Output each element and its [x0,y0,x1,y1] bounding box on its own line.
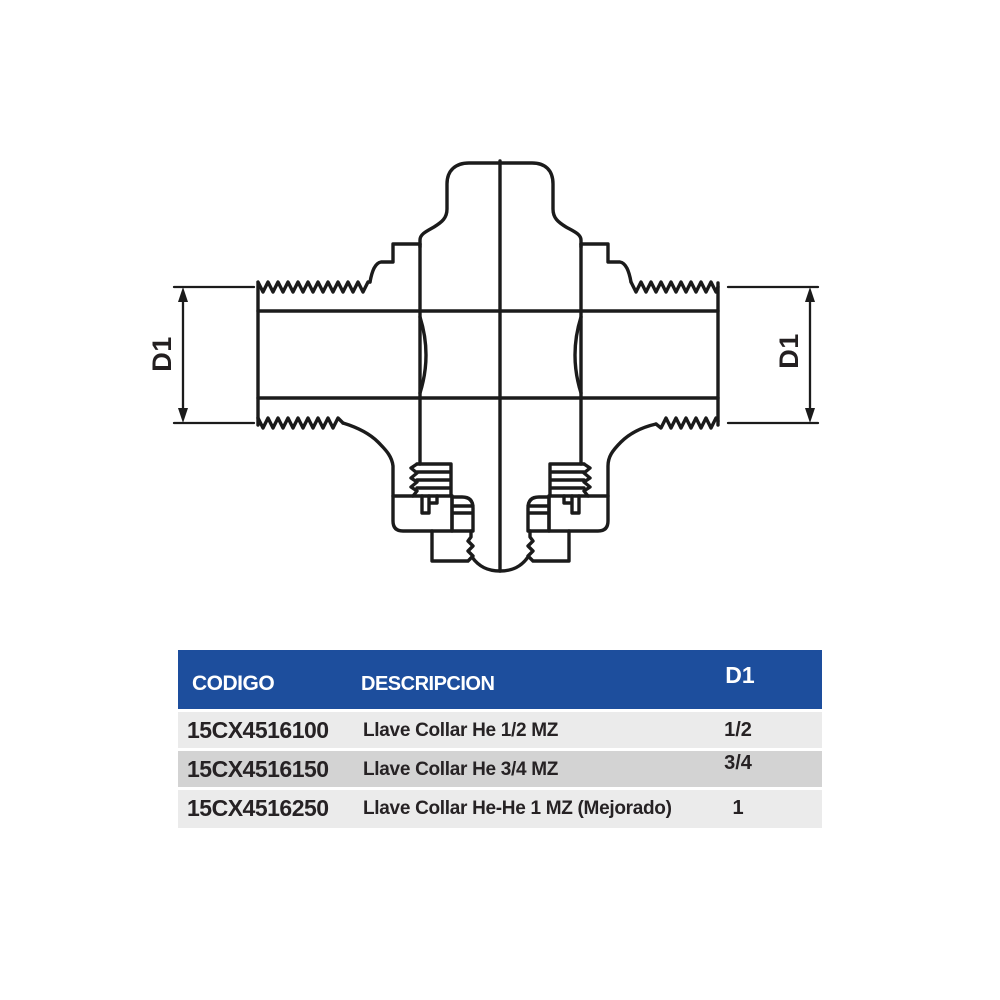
arrow-up-left [178,287,188,302]
arrow-down-left [178,408,188,423]
header-descripcion: DESCRIPCION [361,673,495,695]
gland-nut-outer-left [343,423,452,531]
packing-stack-left [417,464,451,496]
row-code: 15CX4516100 [187,717,329,743]
header-codigo: CODIGO [192,672,275,695]
table-row [178,712,822,748]
gland-block-left [452,497,473,531]
row-code: 15CX4516150 [187,756,329,782]
table-row [178,790,822,828]
header-d1: D1 [725,662,755,688]
row-d1-value: 1/2 [724,719,752,741]
dimension-label-d1-left: D1 [146,336,177,372]
gland-block-right [528,497,549,531]
row-description: Llave Collar He 3/4 MZ [363,759,559,780]
row-description: Llave Collar He 1/2 MZ [363,720,559,741]
thread-top-left [258,282,370,292]
product-spec-table [178,650,822,828]
thread-top-right [631,282,718,292]
thread-bottom-left [258,418,343,428]
arrow-up-right [805,287,815,302]
arrow-down-right [805,408,815,423]
packing-thread-right [584,464,590,496]
tailpiece-right [528,531,569,561]
gland-nut-outer-right [549,424,656,531]
table-row [178,751,822,787]
tailpiece-left [432,531,473,561]
packing-thread-left [411,464,417,496]
slot-right [564,496,579,513]
slot-left [422,496,437,513]
thread-bottom-right [656,418,718,428]
dimension-label-d1-right: D1 [773,333,804,369]
table-header-row [178,650,822,709]
packing-stack-right [550,464,584,496]
row-d1-value: 1 [732,797,744,819]
notch-top-right [581,244,631,282]
row-d1-value: 3/4 [724,752,752,774]
notch-top-left [370,244,420,282]
row-code: 15CX4516250 [187,795,329,821]
row-description: Llave Collar He-He 1 MZ (Mejorado) [363,798,672,819]
